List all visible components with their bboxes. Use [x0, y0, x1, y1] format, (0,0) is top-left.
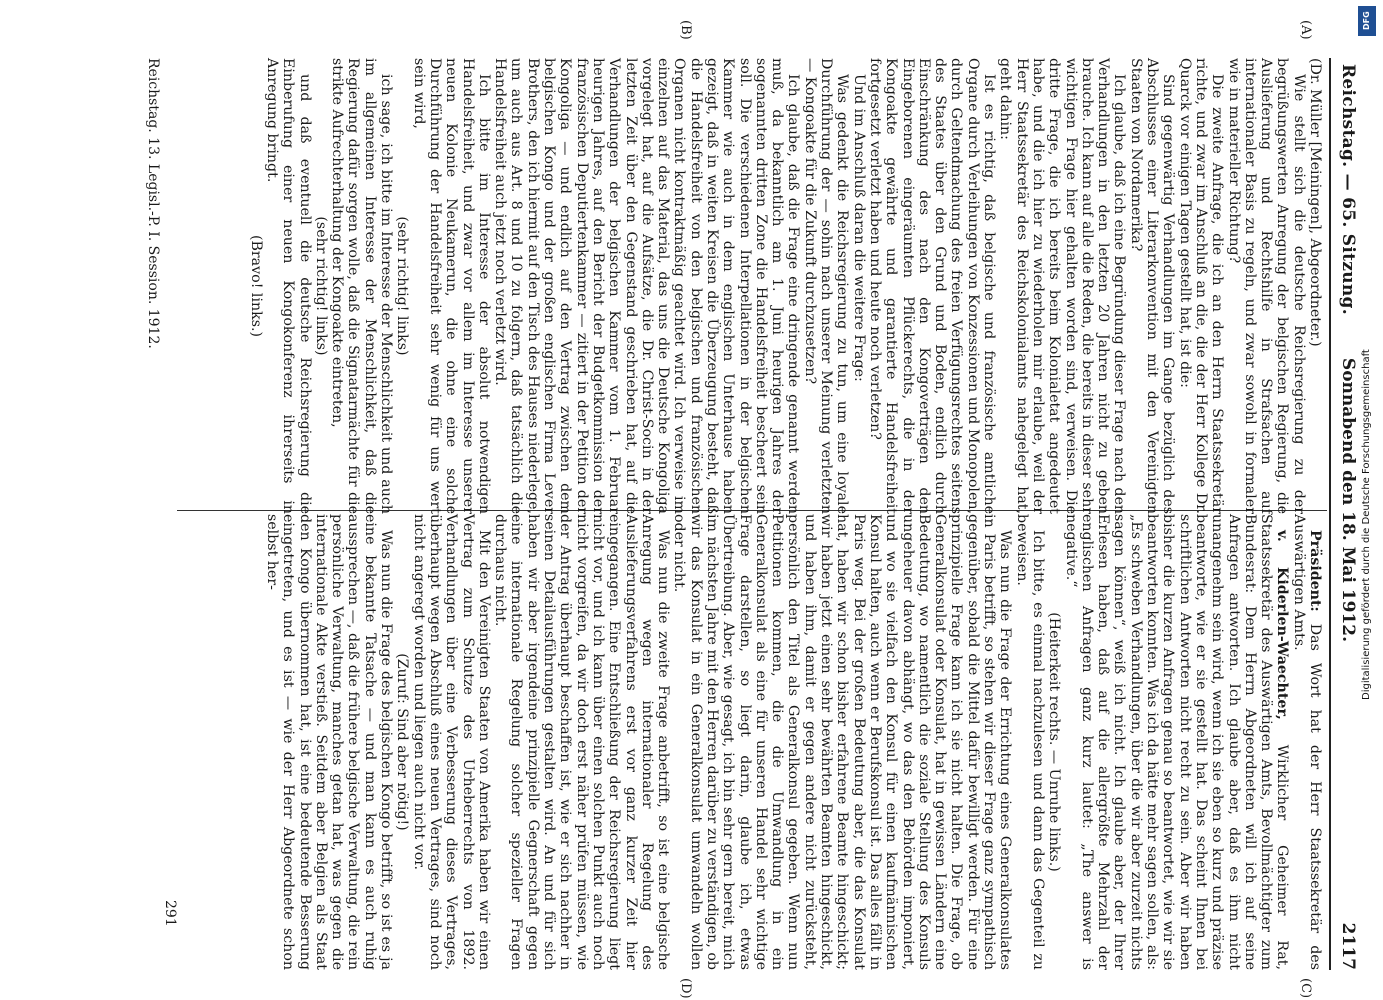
paragraph-text: und daß eventuell die deutsche Reichsregierung die Einberufung einer neuen Kongokonferenz ihrerseits in Anregung bringt. — [264, 58, 313, 514]
right-column — [264, 514, 1323, 970]
left-column-paragraph — [997, 58, 1127, 514]
paragraph-text: Wie stellt sich die deutsche Reichsregierung zu der begrüßungswerten Anregung der belgischen Regierung, die Auslieferung und Rechtshilfe in Strafsachen auf internationaler Basis zu regeln, und zwar sowohl in formaler wie in materieller Richtung? — [1225, 58, 1307, 514]
paragraph-text: Ich bitte im Interesse der absolut notwendigen Handelsfreiheit, und zwar vor allem im Interesse unserer neuen Kolonie Neukamerun, die ohne eine solche Durchführung der Handelsfreiheit sehr wenig für uns wert sein wird, — [410, 58, 492, 514]
page-inner — [38, 0, 1383, 1000]
paragraph-text: (sehr richtig! links) — [312, 216, 329, 356]
left-column-paragraph — [1127, 58, 1176, 514]
left-column-paragraph — [313, 58, 329, 514]
left-column-paragraph — [1307, 58, 1323, 514]
paragraph-text: Was gedenkt die Reichsregierung zu tun, um eine loyale Durchführung der — sohin nach unserer Meinung verletzten — Kongoakte für die Zukunft durchzusetzen? — [801, 58, 851, 514]
paragraph-text: Das Wort hat der Herr Staatssekretär des Auswärtigen Amts. — [1290, 514, 1323, 970]
paragraph-text: (Bravo! links.) — [247, 234, 264, 338]
footer: Reichstag. 13. Legisl.-P. I. Session. 1912. — [145, 58, 161, 349]
paragraph-text: Ist es richtig, daß belgische und französische amtliche Organe durch Verleihungen von Konzessionen und Monopolen, durch Geltendmachung des freien Verfügungsrechtes seitens des Staates über den Grund und Boden, endlich durch Einschränkung des nach den Kongoverträgen den Eingeborenen eingeräumten Pflückerechts, die in der Kongoakte gewährte und garantierte Handelsfreiheit fortgesetzt verletzt haben und heute noch verletzen? — [866, 58, 998, 514]
right-column-paragraph — [410, 514, 491, 970]
left-column-paragraph — [492, 58, 802, 514]
right-column-paragraph — [1013, 514, 1046, 970]
paragraph-text: (Zuruf: Sind aber nötig!) — [394, 653, 411, 831]
right-column-paragraph — [1062, 514, 1290, 970]
header-page-number: 2117 — [1338, 922, 1358, 970]
paragraph-text: (Dr. Müller [Meiningen], Abgeordneter.) — [1307, 58, 1323, 347]
right-column-paragraph — [1290, 514, 1323, 970]
right-column-paragraph — [394, 514, 410, 970]
left-column-paragraph — [394, 58, 410, 514]
left-column-paragraph — [264, 58, 313, 514]
left-column — [247, 58, 1323, 514]
left-column-paragraph — [247, 58, 263, 514]
rotated-page — [38, 0, 1383, 1000]
dfg-logo: DFG — [1358, 6, 1376, 36]
paragraph-text: Was nun die Frage des belgischen Kongo betrifft, so ist es ja eine bekannte Tatsache — und man kann es auch ruhig aussprechen —, daß die frühere belgische Verwaltung, die rein persönliche Verwaltung, manches getan hat, was gegen die internationale Akte verstieß. Seitdem aber Belgien als Staat den Kongo übernommen hat, ist eine bedeutende Besserung eingetreten, und es ist — wie der Herr Abgeordnete schon selbst her- — [264, 514, 395, 970]
margin-mark-b: (B) — [678, 20, 693, 40]
right-column-paragraph — [1046, 514, 1062, 970]
paragraph-text: (sehr richtig! links) — [394, 216, 411, 356]
paragraph-text: Was nun die Frage der Errichtung eines Generalkonsulates in Paris betrifft, so stehen wir dieser Frage ganz sympathisch gegenüber, sobald die Mittel dafür bewilligt werden. Für eine prinzipielle Frage kann ich sie nicht halten. Die Frage, ob Generalkonsulat oder Konsulat, hat in gewissen Ländern eine Bedeutung, wo namentlich die soziale Stellung des Konsuls ungeheuer davon abhängt, wo das den Behörden imponiert, und wo sie vielfach den Konsul für einen kaufmännischen Konsul halten, auch wenn er Berufskonsul ist. Das alles fällt in Paris weg. Bei der großen Bedeutung aber, die das Konsulat hat, haben wir schon bisher erfahrene Beamte hingeschickt; wir haben jetzt einen sehr bewährten Beamten hingeschickt, und haben ihm, damit er gegen andere nicht zurücksteht, persönlich den Titel als Generalkonsul gegeben. Wenn nun Petitionen kommen, die die Umwandlung in ein Generalkonsulat als eine für unseren Handel sehr wichtige Frage darstellen, so liegt darin, glaube ich, etwas Übertreibung. Aber, wie gesagt, ich bin sehr gern bereit, mich im nächsten Jahre mit den Herren darüber zu verständigen, ob wir das Konsulat in ein Generalkonsulat umwandeln wollen oder nicht. — [671, 514, 1014, 970]
paragraph-text: Die zweite Anfrage, die ich an den Herrn Staatssekretär richte, und zwar im Anschluß an die, die der Herr Kollege Dr. Quarck vor einigen Tagen gestellt hat, ist die: — [1176, 58, 1226, 514]
margin-mark-d: (D) — [678, 978, 693, 999]
speaker-name: Präsident: — [1307, 530, 1323, 612]
paragraph-text: Und im Anschluß daran die weitere Frage: — [850, 74, 867, 382]
dfg-note: Digitalisierung gefördert durch die Deutsche Forschungsgemeinschaft — [1361, 349, 1372, 700]
right-column-paragraph — [671, 514, 1013, 970]
margin-mark-a: (A) — [1298, 20, 1313, 40]
left-column-paragraph — [1225, 58, 1306, 514]
left-column-paragraph — [802, 58, 851, 514]
paragraph-text: Ich glaube, daß die Frage eine dringende genannt werden muß, da bekanntlich am 1. Juni heurigen Jahres der sogenannten dritten Zone die Handelsfreiheit bescheert sein soll. Die verschiedenen Interpellationen in der belgischen Kammer wie auch in dem englischen Unterhause haben gezeigt, daß in weiten Kreisen die Überzeugung besteht, daß die Handelsfreiheit von den belgischen und französischen Organen nicht kontraktmäßig geachtet wird. Ich verweise im einzelnen auf das Material, das uns die Deutsche Kongoliga vorgelegt hat, auf die Aufsätze, die Dr. Christ-Socin in der letzten Zeit über den Gegenstand geschrieben hat, auf die Verhandlungen der belgischen Kammer vom 1. Februar heurigen Jahres, auf den Bericht der Budgetkommission der französischen Deputiertenkammer — zitiert in der Petition der Kongoliga — und endlich auf den Vertrag zwischen dem belgischen Kongo und der großen englischen Firma Lever Brothers, den ich hiermit auf den Tisch des Hauses niederlege, um auch aus Art. 8 und 10 zu folgern, daß tatsächlich die Handelsfreiheit auch jetzt noch verletzt wird. — [492, 58, 802, 514]
bottom-page-number: 291 — [162, 900, 178, 927]
speaker-name: v. Kiderlen-Waechter, — [1274, 530, 1291, 720]
paragraph-text: Was nun die zweite Frage anbetrifft, so ist eine belgische Anregung wegen internationaler Regelung des Auslieferungsverfahrens erst vor ganz kurzer Zeit hier eingegangen. Eine Entschließung der Reichsregierung liegt nicht vor, und ich kann über einen solchen Punkt auch noch nicht vorgreifen, da wir doch erst näher prüfen müssen, wie der Antrag überhaupt beschaffen ist, wie er sich nachher in seinen Detailausführungen gestalten wird. An und für sich haben wir aber irgendeine prinzipielle Gegnerschaft gegen eine internationale Regelung solcher spezieller Fragen durchaus nicht. — [492, 514, 672, 970]
left-column-paragraph — [329, 58, 394, 514]
header-center: Sonnabend den 18. Mai 1912. — [1338, 357, 1358, 643]
paragraph-text: Ich glaube, daß ich eine Begründung dieser Frage nach den Verhandlungen in den letzten 20 Jahren nicht zu geben brauche. Ich kann auf alle die Reden, die bereits in dieser sehr wichtigen Frage hier gehalten worden sind, verweisen. Die dritte Frage, die ich bereits beim Kolonialetat angedeutet habe, und die ich hier zu wiederholen mir erlaube, weil der Herr Staatssekretär des Reichskolonialamts nahegelegt hat, geht dahin: — [997, 58, 1128, 514]
margin-mark-c: (C) — [1298, 978, 1313, 999]
left-column-paragraph — [410, 58, 491, 514]
paragraph-text: Wirklicher Geheimer Rat, Staatssekretär des Auswärtigen Amts, Bevollmächtigter zum Bundesrat: Dem Herrn Abgeordneten will ich auf seine Anfragen antworten. Ich glaube aber, daß es ihm nicht unangenehm sein wird, wenn ich sie eben so kurz und präzise beantworte, wie er sie gestellt hat. Das scheint Ihnen bei schriftlichen Antworten nicht recht zu sein. Aber wir haben bisher die kurzen Anfragen genau so beantwortet, wie wir sie beantworten konnten. Was ich da hätte mehr sagen sollen, als: „Es schweben Verhandlungen, über die wir aber zurzeit nichts sagen können“, weiß ich nicht. Ich glaube aber, der Ihrer Erlesen haben, daß auf die allergrößte Mehrzahl der englischen Anfragen ganz kurz lautet: „The answer is negative.“ — [1062, 514, 1291, 970]
header-rule — [1329, 58, 1331, 970]
page-header — [1335, 0, 1361, 1000]
right-column-paragraph — [492, 514, 671, 970]
paragraph-text: Mit den Vereinigten Staaten von Amerika haben wir einen Vertrag zum Schutze des Urheberrechts von 1892. Verhandlungen über eine Verbesserung dieses Vertrages, überhaupt wegen Abschluß eines neuen Vertrages, sind noch nicht angeregt worden und liegen auch nicht vor. — [410, 514, 492, 970]
left-column-paragraph — [867, 58, 997, 514]
paragraph-text: ich sage, ich bitte im Interesse der Menschlichkeit und auch im allgemeinen Interesse der Menschlichkeit, daß die Regierung dafür sorgen wolle, daß die Signatarmächte für die strikte Aufrechterhaltung der Kongoakte eintreten, — [329, 58, 395, 514]
header-left: Reichstag. — 65. Sitzung. — [1338, 64, 1358, 315]
paragraph-text: (Heiterkeit rechts. — Unruhe links.) — [1046, 612, 1063, 872]
paragraph-text: Ich bitte, es einmal nachzulesen und dann das Gegenteil zu beweisen. — [1013, 514, 1046, 970]
left-column-paragraph — [850, 58, 866, 514]
paragraph-text: Sind gegenwärtig Verhandlungen im Gange bezüglich des Abschlusses einer Literarkonvention mit den Vereinigten Staaten von Nordamerika? — [1127, 58, 1177, 514]
right-column-paragraph — [264, 514, 394, 970]
left-column-paragraph — [1176, 58, 1225, 514]
